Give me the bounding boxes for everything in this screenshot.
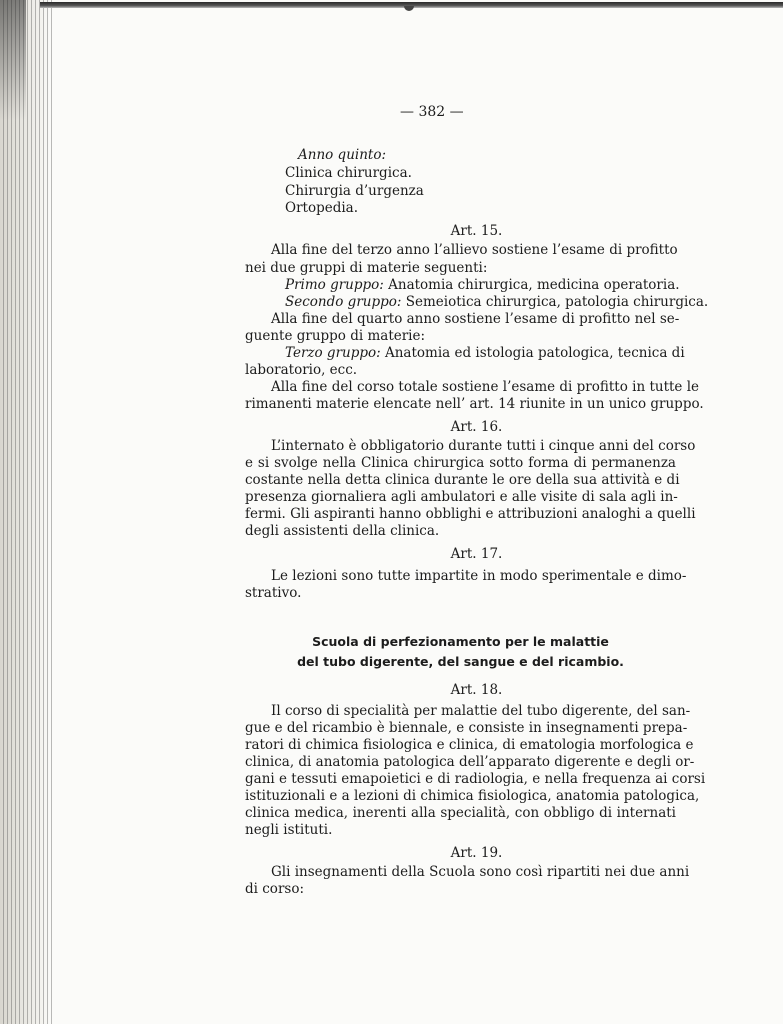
article-18-line: Il corso di specialità per malattie del tubo digerente, del san- — [271, 703, 691, 719]
article-16-line: costante nella detta clinica durante le ore della sua attività e di — [245, 472, 680, 488]
article-16-line: degli assistenti della clinica. — [245, 523, 440, 539]
article-15-line: rimanenti materie elencate nell’ art. 14 riunite in un unico gruppo. — [245, 396, 704, 412]
article-18-line: gue e del ricambio è biennale, e consiste in insegnamenti prepa- — [245, 720, 688, 736]
secondo-gruppo-text: Semeiotica chirurgica, patologia chirurgica. — [401, 294, 709, 310]
anno-quinto-item: Ortopedia. — [285, 200, 359, 216]
article-17-line: strativo. — [245, 585, 302, 601]
article-15-secondo-gruppo — [285, 293, 708, 311]
article-15-title-text: Art. 15. — [450, 223, 503, 239]
article-15-line: nei due gruppi di materie seguenti: — [245, 260, 488, 276]
article-16-line: L’internato è obbligatorio durante tutti i cinque anni del corso — [271, 438, 696, 454]
section-title-line1: Scuola di perfezionamento per le malattie — [312, 634, 609, 649]
terzo-gruppo-label: Terzo gruppo: — [285, 345, 381, 361]
article-15-line: laboratorio, ecc. — [245, 362, 358, 378]
article-19-line: di corso: — [245, 881, 304, 897]
anno-quinto-heading: Anno quinto: — [298, 147, 387, 163]
article-18-title-text: Art. 18. — [450, 682, 503, 698]
article-18-line: gani e tessuti emapoietici e di radiologia, e nella frequenza ai corsi — [245, 771, 706, 787]
secondo-gruppo-label: Secondo gruppo: — [285, 294, 402, 310]
article-15-line: Alla fine del terzo anno l’allievo sostiene l’esame di profitto — [271, 242, 678, 258]
article-18-line: clinica, di anatomia patologica dell’apparato digerente e degli or- — [245, 754, 695, 770]
article-15-primo-gruppo — [285, 276, 680, 294]
article-15-line: guente gruppo di materie: — [245, 328, 426, 344]
section-title-line2: del tubo digerente, del sangue e del ricambio. — [297, 654, 624, 669]
anno-quinto-item: Clinica chirurgica. — [285, 165, 412, 181]
article-19-title-text: Art. 19. — [450, 845, 503, 861]
article-17-title — [245, 546, 676, 562]
primo-gruppo-label: Primo gruppo: — [285, 277, 384, 293]
article-18-line: ratori di chimica fisiologica e clinica, di ematologia morfologica e — [245, 737, 694, 753]
article-19-title — [245, 845, 676, 861]
article-16-line: e si svolge nella Clinica chirurgica sotto forma di permanenza — [245, 455, 676, 471]
terzo-gruppo-text: Anatomia ed istologia patologica, tecnica di — [380, 345, 685, 361]
primo-gruppo-text: Anatomia chirurgica, medicina operatoria. — [383, 277, 680, 293]
anno-quinto-item: Chirurgia d’urgenza — [285, 183, 424, 199]
article-18-line: istituzionali e a lezioni di chimica fisiologica, anatomia patologica, — [245, 788, 700, 804]
article-16-line: fermi. Gli aspiranti hanno obblighi e attribuzioni analoghi a quelli — [245, 506, 696, 522]
article-15-title — [245, 223, 676, 239]
article-15-line: Alla fine del quarto anno sostiene l’esame di profitto nel se- — [271, 311, 680, 327]
article-17-title-text: Art. 17. — [450, 546, 503, 562]
article-15-terzo-gruppo — [285, 344, 685, 362]
article-16-title — [245, 419, 676, 435]
article-19-line: Gli insegnamenti della Scuola sono così ripartiti nei due anni — [271, 864, 690, 880]
article-17-line: Le lezioni sono tutte impartite in modo sperimentale e dimo- — [271, 568, 687, 584]
article-15-line: Alla fine del corso totale sostiene l’esame di profitto in tutte le — [271, 379, 700, 395]
article-18-title — [245, 682, 676, 698]
article-18-line: negli istituti. — [245, 822, 333, 838]
article-16-title-text: Art. 16. — [450, 419, 503, 435]
page-number: — 382 — — [400, 104, 464, 120]
article-18-line: clinica medica, inerenti alla specialità, con obbligo di internati — [245, 805, 676, 821]
article-16-line: presenza giornaliera agli ambulatori e alle visite di sala agli in- — [245, 489, 678, 505]
